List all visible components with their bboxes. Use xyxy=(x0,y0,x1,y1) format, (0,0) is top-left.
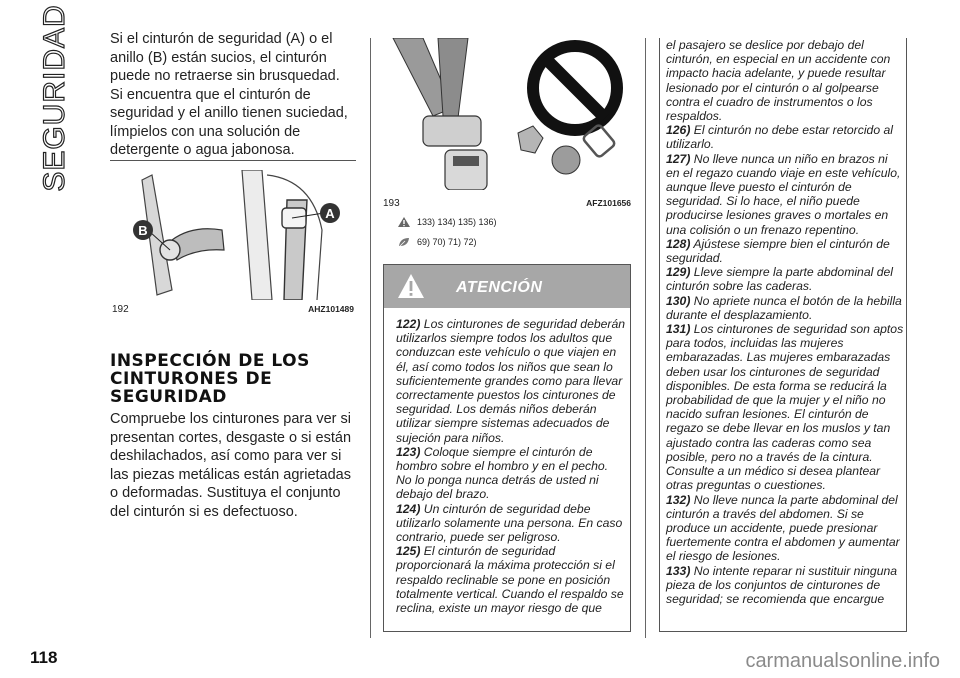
figure-code: AHZ101489 xyxy=(308,304,354,314)
note-number: 122) xyxy=(396,317,421,331)
note-text: No intente reparar ni sustituir ninguna pieza de los conjuntos de cinturones de seguridad; se recomienda que encargue xyxy=(666,563,898,606)
warning-header xyxy=(384,265,630,308)
note-text: No lleve nunca un niño en brazos ni en el regazo cuando viaje en este vehículo, aunque lleve puesto el cinturón de seguridad. Si lo hace, el niño puede producirse lesiones graves o mortales en una colisión o un frenazo repentino. xyxy=(666,151,901,237)
belt-buckle-illustration xyxy=(383,38,631,190)
section-heading: INSPECCIÓN DE LOS CINTURONES DE SEGURIDAD xyxy=(110,351,310,407)
warning-refs-text: 133) 134) 135) 136) xyxy=(417,217,497,227)
inspection-paragraph xyxy=(110,410,356,521)
figure-193-caption xyxy=(383,198,631,209)
note-number: 133) xyxy=(666,563,691,578)
note-text: Lleve siempre la parte abdominal del cinturón sobre las caderas. xyxy=(666,265,893,294)
note-text: Un cinturón de seguridad debe utilizarlo solamente una persona. En caso contrario, puede ser peligroso. xyxy=(396,501,623,545)
environment-refs-text: 69) 70) 71) 72) xyxy=(417,237,477,247)
intro-text: Si el cinturón de seguridad (A) o el anillo (B) están sucios, el cinturón puede no retraerse sin brusquedad. Si encuentra que el cinturón de seguridad y el anillo tienen suciedad, límpielos con una solución de detergente o agua jabonosa. xyxy=(110,31,348,158)
figure-192 xyxy=(112,170,354,300)
seatbelt-anchor-illustration xyxy=(112,170,354,300)
figure-193 xyxy=(383,38,631,190)
note-number: 123) xyxy=(396,444,421,459)
note-text: No apriete nunca el botón de la hebilla durante el desplazamiento. xyxy=(666,293,902,322)
warning-title: ATENCIÓN xyxy=(456,279,543,296)
note-number: 124) xyxy=(396,501,421,516)
column-divider xyxy=(370,38,371,638)
callout-a: A xyxy=(325,206,335,221)
warning-box xyxy=(383,264,631,632)
note-132 xyxy=(666,493,904,564)
note-number: 125) xyxy=(396,544,421,559)
note-127 xyxy=(666,152,904,237)
note-124 xyxy=(396,502,626,545)
warning-refs xyxy=(397,216,497,228)
environment-leaf-icon xyxy=(397,236,411,248)
figure-number: 193 xyxy=(383,198,400,209)
note-125 xyxy=(396,544,626,615)
note-number: 129) xyxy=(666,265,691,280)
column-divider xyxy=(645,38,646,638)
note-text: El cinturón no debe estar retorcido al utilizarlo. xyxy=(666,123,893,152)
note-number: 131) xyxy=(666,322,691,337)
note-131 xyxy=(666,322,904,492)
note-125-continuation: el pasajero se deslice por debajo del cinturón, en especial en un accidente con impacto hacia adelante, y puede resultar lesionado por el cinturón o al golpearse contra el cuadro de instrumentos o los respaldos. xyxy=(666,38,891,124)
note-number: 130) xyxy=(666,293,691,308)
page-number: 118 xyxy=(30,648,58,667)
note-text: Los cinturones de seguridad son aptos para todos, incluidas las mujeres embarazadas. Las mujeres embarazadas deben usar los cinturones de seguridad disponibles. De esta forma se reducirá la probabilidad de que la mujer y el niño no nacido sufran lesiones. El cinturón de regazo se debe llevar en los muslos y tan ajustado contra las caderas como sea posible, pero no a través de la cintura. Consulte a un médico si desea plantear otras preguntas o cuestiones. xyxy=(666,322,904,493)
note-129 xyxy=(666,265,904,293)
intro-paragraph xyxy=(110,30,356,160)
section-tab-label: SEGURIDAD xyxy=(38,4,71,192)
inspection-text: Compruebe los cinturones para ver si presentan cortes, desgaste o si están deshilachados, así como para ver si las piezas metálicas están agrietadas o deformadas. Sustituya el conjunto del cinturón si es defectuoso. xyxy=(110,411,352,520)
note-128 xyxy=(666,237,904,265)
section-tab xyxy=(30,4,80,192)
figure-number: 192 xyxy=(112,304,129,315)
callout-b: B xyxy=(138,223,148,238)
note-text: Coloque siempre el cinturón de hombro sobre el hombro y en el pecho. No lo ponga nunca detrás de usted ni debajo del brazo. xyxy=(396,444,609,502)
warning-notes xyxy=(396,317,626,615)
note-number: 128) xyxy=(666,236,691,251)
note-122 xyxy=(396,317,626,445)
note-130 xyxy=(666,294,904,322)
note-text: El cinturón de seguridad proporcionará la máxima protección si el respaldo reclinable se pone en posición totalmente vertical. Cuando el respaldo se reclina, existe un mayor riesgo de que xyxy=(396,544,624,616)
note-text: Los cinturones de seguridad deberán utilizarlos siempre todos los adultos que conduzcan este vehículo o que viajen en él, así como todos los niños que sean lo suficientemente grandes como para llevar correctamente puestos los cinturones de seguridad. Los demás niños deberán utilizar siempre sistemas adecuados de sujeción para niños. xyxy=(396,317,626,445)
note-133 xyxy=(666,564,904,607)
warning-notes-continued xyxy=(666,38,904,606)
note-number: 127) xyxy=(666,151,691,166)
note-123 xyxy=(396,445,626,502)
watermark: carmanualsonline.info xyxy=(745,650,940,672)
warning-triangle-icon xyxy=(397,216,411,228)
warning-box-continued xyxy=(659,38,907,632)
note-text: No lleve nunca la parte abdominal del cinturón a través del abdomen. Si se produce un accidente, puede presionar fuertemente contra el abdomen y aumentar el riesgo de lesiones. xyxy=(666,492,900,564)
divider xyxy=(110,160,356,161)
note-126 xyxy=(666,123,904,151)
warning-triangle-icon xyxy=(396,271,426,301)
note-text: Ajústese siempre bien el cinturón de seguridad. xyxy=(666,236,890,266)
environment-refs xyxy=(397,236,477,248)
figure-code: AFZ101656 xyxy=(586,198,631,208)
note-number: 132) xyxy=(666,492,691,507)
note-number: 126) xyxy=(666,123,691,138)
figure-192-caption xyxy=(112,304,354,315)
